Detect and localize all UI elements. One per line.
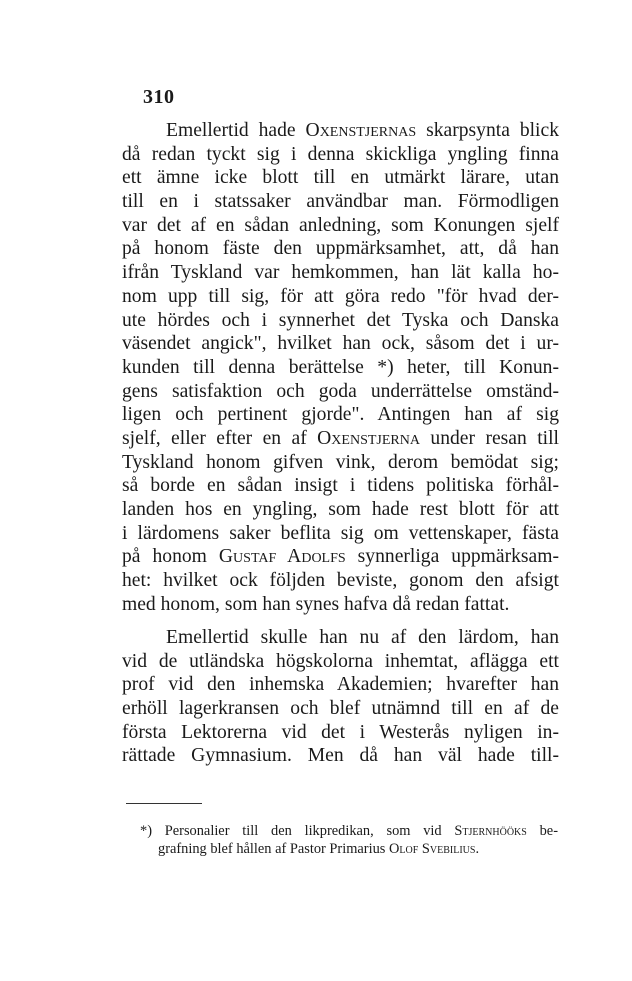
- text-line: var det af en sådan anledning, som Konungen sjelf: [122, 214, 559, 236]
- text-line: väsendet angick", hvilket han ock, såsom det i ur-: [122, 333, 559, 355]
- text-line: landen hos en yngling, som hade rest blott för att: [122, 499, 559, 520]
- text-line: ligen och pertinent gjorde". Antingen han af sig: [122, 404, 559, 426]
- text-line: ett ämne icke blott till en utmärkt lärare, utan: [122, 167, 559, 189]
- text-line: så borde en sådan insigt i tidens politiska förhål-: [122, 475, 559, 497]
- text-line: nom upp till sig, för att göra redo "för hvad der-: [122, 285, 559, 307]
- small-caps-name: Gustaf Adolfs: [218, 546, 346, 568]
- text-line: med honom, som han synes hafva då redan fattat.: [122, 593, 510, 615]
- small-caps-name: Oxenstjernas: [305, 120, 417, 141]
- text-line: ifrån Tyskland var hemkommen, han lät kalla ho-: [122, 262, 559, 284]
- text-line: första Lektorerna vid det i Westerås nyligen in-: [122, 721, 559, 743]
- text-line: rättade Gymnasium. Men då han väl hade till-: [122, 745, 559, 767]
- text-line: ute hördes och i synnerhet det Tyska och Danska: [122, 309, 559, 331]
- text-line: Emellertid hade Oxenstjernas skarpsynta blick: [166, 120, 559, 141]
- footnote-divider: [126, 803, 202, 804]
- small-caps-name: Olof Svebilius: [389, 841, 476, 857]
- paragraph-1: [122, 119, 559, 616]
- text-line: då redan tyckt sig i denna skickliga yngling finna: [122, 143, 559, 165]
- text-line: erhöll lagerkransen och blef utnämnd till en af de: [122, 698, 559, 720]
- page-number: 310: [143, 86, 175, 108]
- text-line: Emellertid skulle han nu af den lärdom, han: [166, 627, 559, 648]
- text-line: på honom fäste den uppmärksamhet, att, då han: [122, 238, 559, 260]
- text-line: sjelf, eller efter en af Oxenstjerna under resan till: [122, 427, 559, 449]
- small-caps-name: Oxenstjerna: [317, 427, 420, 449]
- text-line: kunden till denna berättelse *) heter, till Konun-: [122, 356, 559, 378]
- footnote-line: grafning blef hållen af Pastor Primarius Olof Svebilius.: [158, 841, 480, 857]
- small-caps-name: Stjernhööks: [454, 823, 527, 839]
- text-line: på honom Gustaf Adolfs synnerliga uppmärksam-: [122, 546, 560, 568]
- text-line: het: hvilket ock följden beviste, gonom den afsigt: [122, 570, 559, 592]
- text-line: i lärdomens saker beflita sig om vettenskaper, fästa: [122, 522, 559, 544]
- footnote: [140, 822, 558, 858]
- paragraph-2: [122, 626, 559, 768]
- text-line: gens satisfaktion och goda underrättelse omständ-: [122, 380, 559, 402]
- text-line: vid de utländska högskolorna inhemtat, aflägga ett: [122, 650, 559, 672]
- footnote-line: *) Personalier till den likpredikan, som vid Stjernhööks be-: [140, 823, 558, 839]
- text-line: till en i statssaker användbar man. Förmodligen: [122, 191, 559, 213]
- text-line: prof vid den inhemska Akademien; hvarefter han: [122, 674, 559, 696]
- text-line: Tyskland honom gifven vink, derom bemödat sig;: [122, 451, 559, 473]
